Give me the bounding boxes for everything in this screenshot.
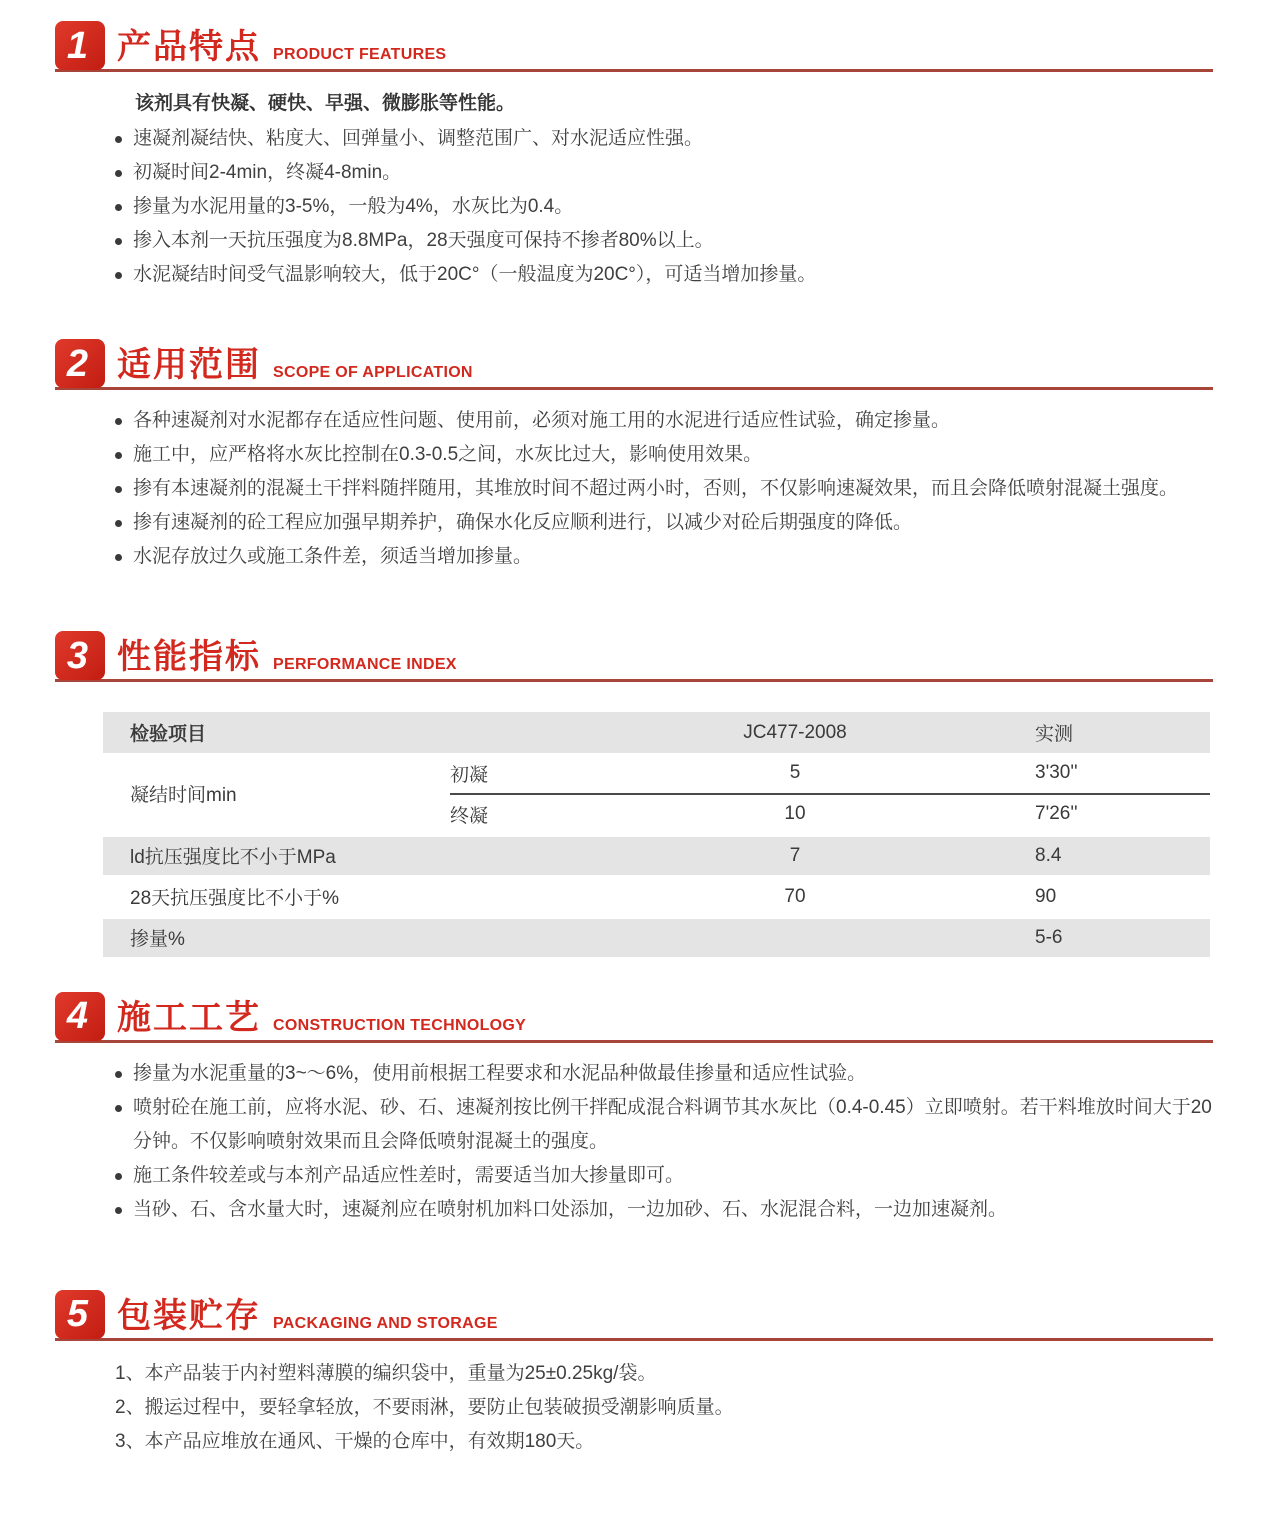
section-title: 性能指标 [117, 638, 261, 676]
section-number-badge [55, 631, 105, 680]
cell-standard: 7 [789, 844, 801, 866]
table-row-setting-initial [103, 753, 1210, 794]
section-title: 适用范围 [117, 346, 261, 384]
bullet-dot-icon [115, 554, 122, 561]
section-number-badge [55, 21, 105, 70]
section-performance-index [55, 632, 1213, 960]
features-intro: 该剂具有快凝、硬快、早强、微膨胀等性能。 [135, 93, 516, 114]
bullet-list [55, 122, 1213, 292]
bullet-item [115, 258, 1213, 292]
section-packaging-and-storage [55, 1291, 1213, 1459]
bullet-dot-icon [115, 520, 122, 527]
header-cell-measured: 实测 [1035, 724, 1074, 745]
bullet-item [115, 472, 1213, 506]
section-title: 产品特点 [117, 28, 261, 66]
bullet-dot-icon [115, 136, 122, 143]
section-subtitle-en: SCOPE OF APPLICATION [273, 364, 473, 381]
section-title: 施工工艺 [117, 998, 261, 1037]
bullet-text: 掺量为水泥重量的3~～6%，使用前根据工程要求和水泥品种做最佳掺量和适应性试验。 [133, 1062, 867, 1084]
bullet-text: 各种速凝剂对水泥都存在适应性问题、使用前，必须对施工用的水泥进行适应性试验，确定掺量。 [133, 410, 951, 431]
bullet-text: 掺有速凝剂的砼工程应加强早期养护，确保水化反应顺利进行，以减少对砼后期强度的降低。 [133, 512, 913, 533]
bullet-text: 掺量为水泥用量的3-5%，一般为4%，水灰比为0.4。 [133, 196, 574, 217]
cell-measured: 8.4 [1035, 844, 1062, 866]
bullet-dot-icon [115, 1207, 122, 1214]
bullet-item [115, 122, 1213, 156]
cell-measured: 7'26'' [1035, 803, 1078, 825]
section-number: 5 [66, 1293, 89, 1335]
section-number-badge [55, 339, 105, 388]
cell-label: ld抗压强度比不小于MPa [130, 847, 336, 868]
bullet-item [115, 1159, 1213, 1193]
section-product-features [55, 0, 1213, 292]
numbered-item: 1、本产品装于内衬塑料薄膜的编织袋中，重量为25±0.25kg/袋。 [115, 1362, 657, 1384]
bullet-text: 掺有本速凝剂的混凝土干拌料随拌随用，其堆放时间不超过两小时，否则，不仅影响速凝效果，而且会降低喷射混凝土强度。 [133, 478, 1179, 499]
section-title: 包装贮存 [117, 1296, 261, 1335]
section-number-badge [55, 1290, 105, 1339]
table-row-dosage [103, 917, 1210, 958]
cell-standard [660, 917, 930, 958]
cell-standard: 10 [784, 803, 806, 825]
bullet-text: 水泥存放过久或施工条件差，须适当增加掺量。 [133, 546, 533, 567]
section-subtitle-en: PERFORMANCE INDEX [273, 656, 457, 673]
table-row-1d-strength [103, 835, 1210, 876]
cell-label: 28天抗压强度比不小于% [130, 888, 340, 909]
bullet-item [115, 156, 1213, 190]
table-header-row [103, 712, 1210, 753]
bullet-list [55, 404, 1213, 574]
bullet-dot-icon [115, 272, 122, 279]
bullet-item [115, 224, 1213, 258]
bullet-text: 施工中，应严格将水灰比控制在0.3-0.5之间，水灰比过大，影响使用效果。 [133, 444, 763, 465]
bullet-item [115, 1091, 1213, 1159]
section-number: 4 [66, 995, 89, 1037]
section-number-badge [55, 992, 105, 1041]
performance-table [103, 712, 1210, 960]
bullet-item [115, 1057, 1213, 1091]
section-header [55, 632, 1213, 682]
cell-measured: 90 [1035, 885, 1057, 907]
section-subtitle-en: CONSTRUCTION TECHNOLOGY [273, 1016, 527, 1034]
numbered-list [55, 1357, 1213, 1459]
bullet-text: 速凝剂凝结快、粘度大、回弹量小、调整范围广、对水泥适应性强。 [133, 128, 704, 149]
section-subtitle-en: PRODUCT FEATURES [273, 46, 447, 63]
bullet-dot-icon [115, 486, 122, 493]
bullet-dot-icon [115, 1105, 122, 1112]
bullet-list [55, 1057, 1213, 1227]
section-header [55, 993, 1213, 1043]
bullet-item [115, 506, 1213, 540]
numbered-item: 2、搬运过程中，要轻拿轻放，不要雨淋，要防止包装破损受潮影响质量。 [115, 1396, 734, 1418]
table-row-28d-strength [103, 876, 1210, 917]
section-construction-technology [55, 993, 1213, 1227]
bullet-dot-icon [115, 418, 122, 425]
cell-phase: 终凝 [450, 805, 489, 827]
section-subtitle-en: PACKAGING AND STORAGE [273, 1314, 498, 1332]
bullet-item [115, 190, 1213, 224]
bullet-dot-icon [115, 238, 122, 245]
bullet-text: 水泥凝结时间受气温影响较大，低于20C°（一般温度为20C°），可适当增加掺量。 [133, 264, 817, 285]
bullet-item [115, 540, 1213, 574]
header-cell-standard: JC477-2008 [743, 721, 847, 743]
bullet-text: 初凝时间2-4min，终凝4-8min。 [133, 162, 402, 183]
cell-standard: 70 [784, 885, 806, 907]
numbered-item: 3、本产品应堆放在通风、干燥的仓库中，有效期180天。 [115, 1430, 595, 1452]
bullet-item [115, 404, 1213, 438]
section-header [55, 22, 1213, 72]
section-number: 3 [66, 634, 89, 677]
section-header [55, 1291, 1213, 1341]
bullet-dot-icon [115, 170, 122, 177]
cell-measured: 3'30'' [930, 753, 1210, 794]
bullet-dot-icon [115, 204, 122, 211]
bullet-dot-icon [115, 1071, 122, 1078]
cell-label: 掺量% [130, 929, 185, 950]
cell-standard: 5 [660, 753, 930, 794]
bullet-dot-icon [115, 452, 122, 459]
cell-setting-time-label: 凝结时间min [130, 784, 237, 806]
bullet-text: 喷射砼在施工前，应将水泥、砂、石、速凝剂按比例干拌配成混合料调节其水灰比（0.4-0.45）立即喷射。若干料堆放时间大于20分钟。不仅影响喷射效果而且会降低喷射混凝土的强度。 [133, 1096, 1212, 1152]
bullet-dot-icon [115, 1173, 122, 1180]
section-number: 2 [66, 342, 89, 385]
cell-measured: 5-6 [1035, 926, 1063, 948]
bullet-text: 施工条件较差或与本剂产品适应性差时，需要适当加大掺量即可。 [133, 1164, 685, 1186]
bullet-item [115, 1193, 1213, 1227]
section-number: 1 [66, 24, 89, 67]
section-header [55, 340, 1213, 390]
cell-phase: 初凝 [450, 753, 660, 794]
header-cell-item: 检验项目 [130, 724, 207, 745]
bullet-text: 当砂、石、含水量大时，速凝剂应在喷射机加料口处添加，一边加砂、石、水泥混合料，一边加速凝剂。 [133, 1198, 1008, 1220]
bullet-item [115, 438, 1213, 472]
section-scope-of-application [55, 340, 1213, 574]
bullet-text: 掺入本剂一天抗压强度为8.8MPa，28天强度可保持不掺者80%以上。 [133, 230, 714, 251]
